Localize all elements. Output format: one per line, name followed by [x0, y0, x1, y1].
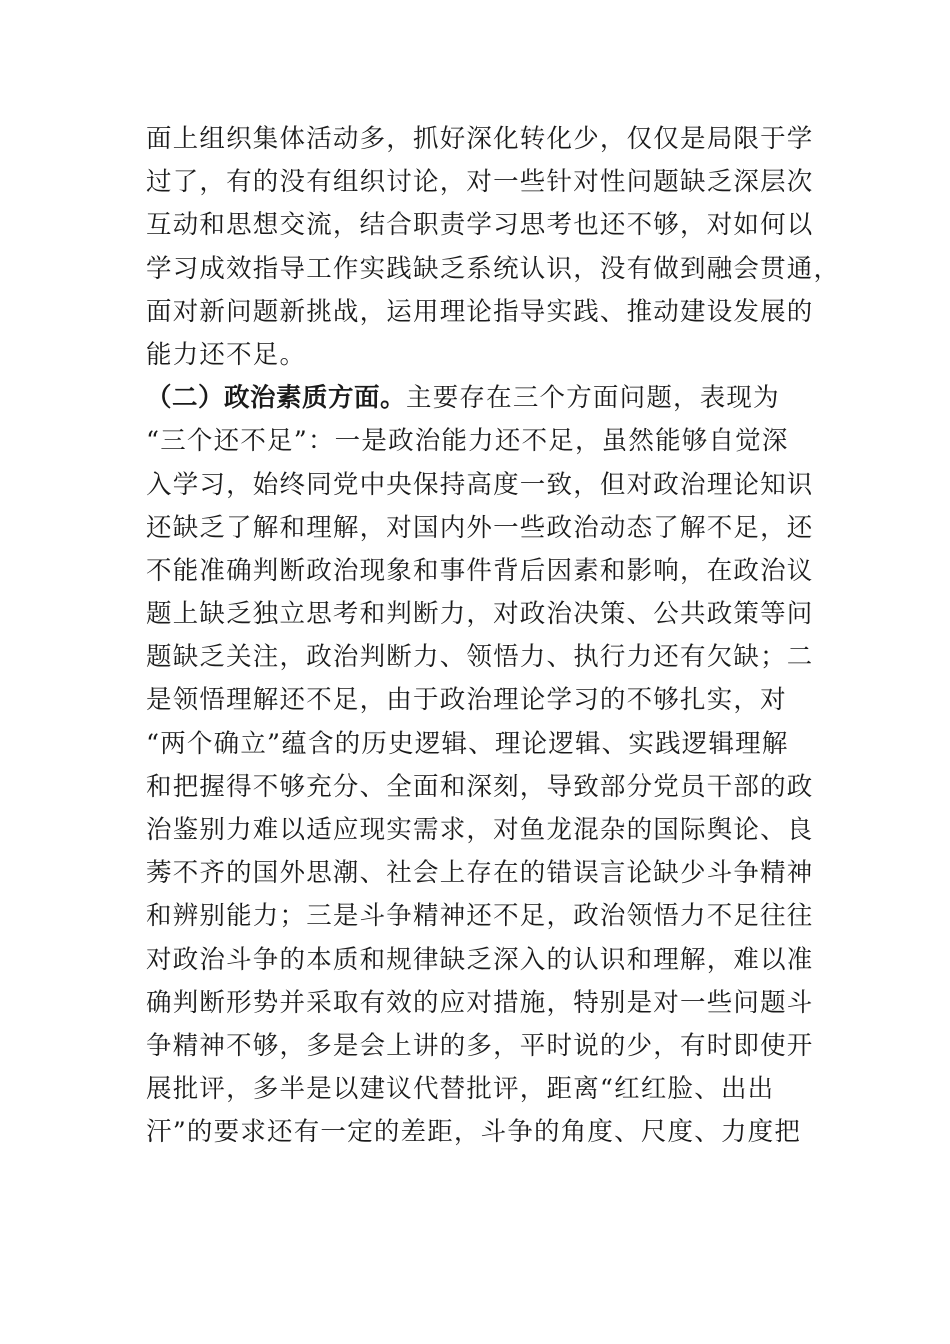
section-heading-rest: 主要存在三个方面问题，表现为: [406, 383, 780, 414]
section-heading: （二）政治素质方面。: [146, 383, 407, 414]
body-line: 莠不齐的国外思潮、社会上存在的错误言论缺少斗争精神: [146, 858, 814, 889]
body-line: 不能准确判断政治现象和事件背后因素和影响，在政治议: [146, 555, 814, 586]
body-line: 入学习，始终同党中央保持高度一致，但对政治理论知识: [146, 469, 814, 500]
body-line: 题缺乏关注，政治判断力、领悟力、执行力还有欠缺；二: [146, 642, 814, 673]
body-line: 治鉴别力难以适应现实需求，对鱼龙混杂的国际舆论、良: [146, 815, 814, 845]
body-line: “三个还不足”：一是政治能力还不足，虽然能够自觉深: [146, 426, 789, 457]
body-line: 和辨别能力；三是斗争精神还不足，政治领悟力不足往往: [146, 901, 814, 932]
body-line: 和把握得不够充分、全面和深刻，导致部分党员干部的政: [146, 771, 814, 802]
body-line: 过了，有的没有组织讨论，对一些针对性问题缺乏深层次: [146, 167, 814, 198]
section-heading-line: [146, 377, 806, 420]
document-body: [146, 118, 841, 1155]
body-line: 汗”的要求还有一定的差距，斗争的角度、尺度、力度把: [146, 1117, 802, 1148]
body-line: 学习成效指导工作实践缺乏系统认识，没有做到融会贯通，: [146, 253, 841, 284]
body-line: 对政治斗争的本质和规律缺乏深入的认识和理解，难以准: [146, 944, 814, 975]
body-line: 争精神不够，多是会上讲的多，平时说的少，有时即使开: [146, 1030, 814, 1061]
body-line: 能力还不足。: [146, 339, 307, 370]
body-line: 面对新问题新挑战，运用理论指导实践、推动建设发展的: [146, 296, 814, 327]
body-line: 确判断形势并采取有效的应对措施，特别是对一些问题斗: [146, 987, 814, 1018]
body-line: 互动和思想交流，结合职责学习思考也还不够，对如何以: [146, 210, 814, 241]
body-line: 展批评，多半是以建议代替批评，距离“红红脸、出出: [146, 1074, 775, 1105]
body-line: “两个确立”蕴含的历史逻辑、理论逻辑、实践逻辑理解: [146, 728, 789, 759]
body-line: 是领悟理解还不足，由于政治理论学习的不够扎实，对: [146, 685, 787, 716]
body-line: 面上组织集体活动多，抓好深化转化少，仅仅是局限于学: [146, 124, 814, 154]
body-line: 题上缺乏独立思考和判断力，对政治决策、公共政策等问: [146, 599, 814, 630]
body-line: 还缺乏了解和理解，对国内外一些政治动态了解不足，还: [146, 512, 814, 543]
